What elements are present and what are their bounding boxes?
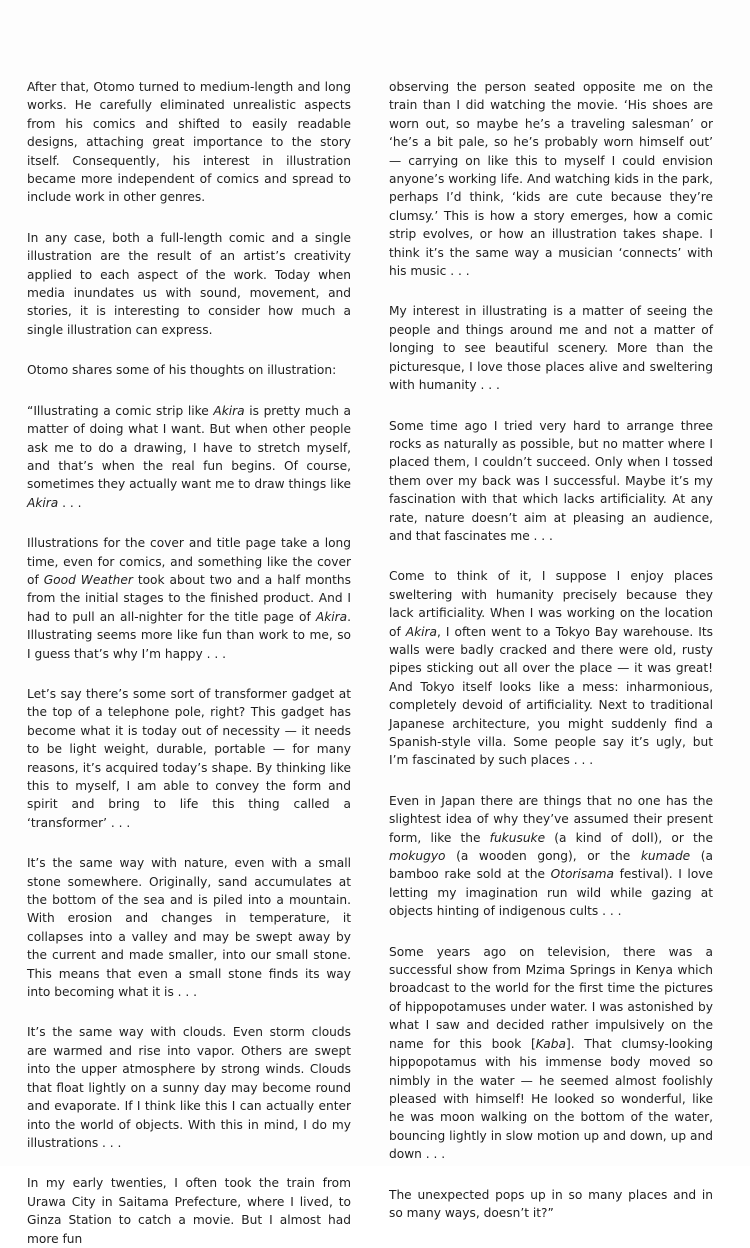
title-italic: Akira — [213, 403, 245, 418]
paragraph: After that, Otomo turned to medium-length and long works. He carefully eliminated unrealistic aspects from his comics and shifted to easily readable designs, attaching great importance to the story itself. Consequently, his interest in illustration became more independent of comics and spread to include work in other genres. — [27, 80, 351, 205]
paragraph: My interest in illustrating is a matter of seeing the people and things around me and not a matter of longing to see beautiful scenery. More than the picturesque, I love those places alive and sweltering with humanity . . . — [389, 304, 713, 393]
term-italic: kumade — [640, 849, 691, 864]
term-italic: fukusuke — [489, 830, 546, 845]
term-italic: mokugyo — [389, 849, 446, 864]
paragraph: In any case, both a full-length comic and a single illustration are the result of an artist’s creativity applied to each aspect of the work. Today when media inundates us with sound, movement, and stories, it is interesting to consider how much a single illustration can express. — [27, 230, 351, 337]
paragraph: observing the person seated opposite me on the train than I did watching the movie. ‘His shoes are worn out, so maybe he’s a traveling salesman’ or ‘he’s a bit pale, so he’s probably worn himself out’ — carrying on like this to myself I could envision anyone’s working life. And watching kids in the park, perhaps I’d think, ‘kids are cute because they’re clumsy.’ This is how a story emerges, how a comic strip evolves, or how an illustration takes shape. I think it’s the same way a musician ‘connects’ with his music . . . — [389, 80, 713, 279]
right-column — [389, 78, 713, 1222]
paragraph: It’s the same way with clouds. Even storm clouds are warmed and rise into vapor. Others are swept into the upper atmosphere by strong winds. Clouds that float lightly on a sunny day may become round and evaporate. If I think like this I can actually enter into the world of objects. With this in mind, I do my illustrations . . . — [27, 1025, 351, 1150]
paragraph: Otomo shares some of his thoughts on illustration: — [27, 363, 337, 378]
paragraph: Come to think of it, I suppose I enjoy places sweltering with humanity precisely because they lack artificiality. When I was working on the location of Akira, I often went to a Tokyo Bay warehouse. Its walls were badly cracked and there were old, rusty pipes sticking out all over the place — it was great! And Tokyo itself looks like a mess: inharmonious, completely devoid of artificiality. Next to traditional Japanese architecture, you might suddenly find a Spanish-style villa. Some people say it’s ugly, but I’m fascinated by such places . . . — [389, 569, 713, 768]
paragraph: In my early twenties, I often took the train from Urawa City in Saitama Prefecture, where I lived, to Ginza Station to catch a movie. But I almost had more fun — [27, 1176, 351, 1246]
title-italic: Kaba — [535, 1036, 566, 1051]
paragraph: Some time ago I tried very hard to arrange three rocks as naturally as possible, but no matter where I placed them, I couldn’t succeed. Only when I tossed them over my back was I successful. Maybe it’s my fascination with that which lacks artificiality. At any rate, nature doesn’t aim at pleasing an audience, and that fascinates me . . . — [389, 418, 713, 543]
closing-paragraph: The unexpected pops up in so many places and in so many ways, doesn’t it?” — [389, 1187, 713, 1220]
title-italic: Good Weather — [43, 572, 133, 587]
title-italic: Akira — [315, 609, 348, 624]
paragraph: Let’s say there’s some sort of transformer gadget at the top of a telephone pole, right? This gadget has become what it is today out of necessity — it needs to be light weight, durable, portable — for many reasons, it’s acquired today’s shape. By thinking like this to myself, I am able to convey the form and spirit and bring to life this thing called a ‘transformer’ . . . — [27, 686, 351, 830]
left-column — [27, 78, 351, 1248]
quote-paragraph: “Illustrating a comic strip like Akira is pretty much a matter of doing what I want. But when other people ask me to do a drawing, I have to stretch myself, and that’s when the real fun begins. Of course, sometimes they actually want me to draw things like Akira . . . — [27, 403, 352, 510]
title-italic: Akira — [27, 495, 59, 510]
paragraph: It’s the same way with nature, even with a small stone somewhere. Originally, sand accumulates at the bottom of the sea and is piled into a mountain. With erosion and changes in temperature, it collapses into a valley and may be swept away by the current and made smaller, into our small stone. This means that even a small stone finds its way into becoming what it is . . . — [27, 856, 351, 1000]
term-italic: Otorisama — [550, 867, 614, 882]
paragraph: Some years ago on television, there was a successful show from Mzima Springs in Kenya which broadcast to the world for the first time the pictures of hippopotamuses under water. I was astonished by what I saw and decided rather impulsively on the name for this book [Kaba]. That clumsy-looking hippopotamus with his immense body moved so nimbly in the water — he seemed almost foolishly pleased with himself! He looked so wonderful, like he was moon walking on the bottom of the water, bouncing lightly in slow motion up and down, up and down . . . — [389, 944, 713, 1162]
paragraph: Illustrations for the cover and title page take a long time, even for comics, and something like the cover of Good Weather took about two and a half months from the initial stages to the finished product. And I had to pull an all-nighter for the title page of Akira. Illustrating seems more like fun than work to me, so I guess that’s why I’m happy . . . — [27, 536, 351, 661]
title-italic: Akira — [405, 624, 438, 639]
paragraph: Even in Japan there are things that no one has the slightest idea of why they’ve assumed their present form, like the fukusuke (a kind of doll), or the mokugyo (a wooden gong), or the kumade (a bamboo rake sold at the Otorisama festival). I love letting my imagination run wild while gazing at objects hinting of indigenous cults . . . — [389, 793, 713, 919]
